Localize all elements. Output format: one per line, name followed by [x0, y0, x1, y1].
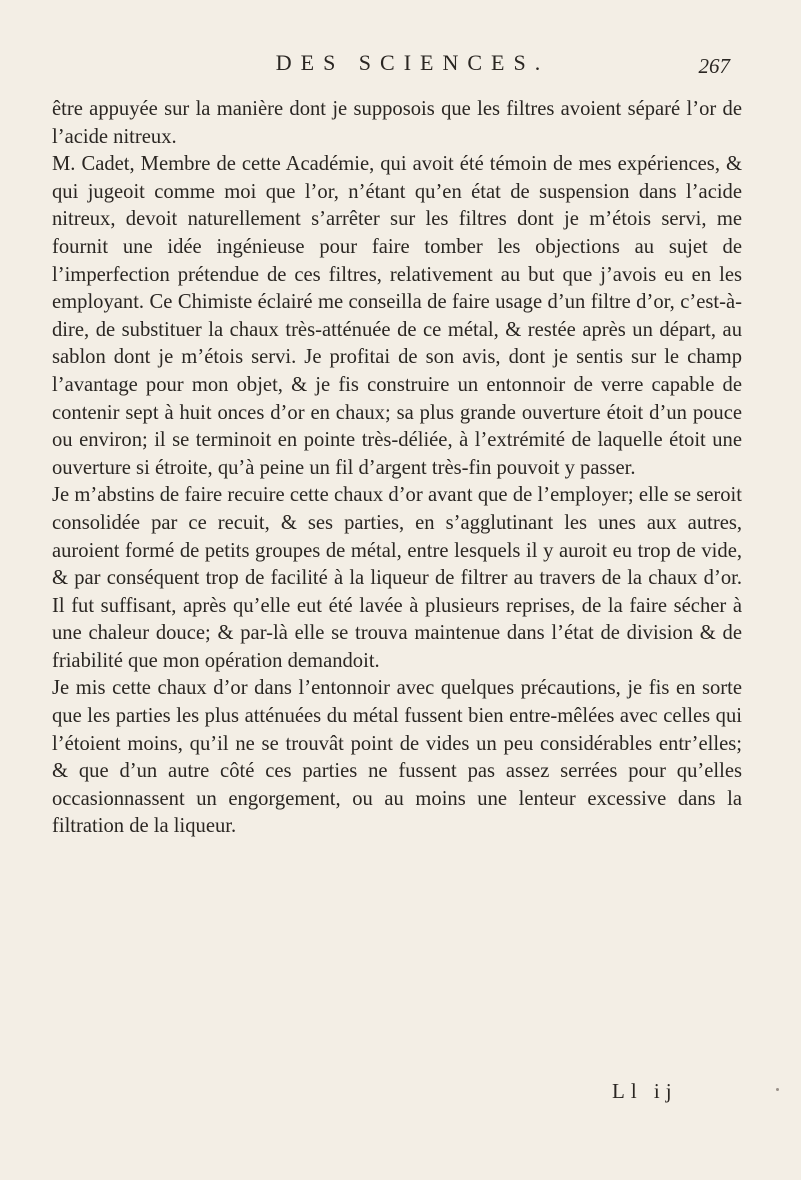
body-text: [52, 96, 742, 841]
page-number: 267: [698, 54, 730, 78]
paragraph-2: M. Cadet, Membre de cette Académie, qui avoit été témoin de mes expériences, & qui jugeoit comme moi que l’or, n’étant qu’en état de suspension dans l’acide nitreux, devoit naturellement s’arrêter sur les filtres dont je m’étois servi, me fournit une idée ingénieuse pour faire tomber les objections au sujet de l’imperfection prétendue de ces filtres, relativement au but que j’avois eu en les employant. Ce Chimiste éclairé me conseilla de faire usage d’un filtre d’or, c’est-à-dire, de substituer la chaux très-atténuée de ce métal, & restée après un départ, au sablon dont je m’étois servi. Je profitai de son avis, dont je sentis sur le champ l’avantage pour mon objet, & je fis construire un entonnoir de verre capable de contenir sept à huit onces d’or en chaux; sa plus grande ouverture étoit d’un pouce ou environ; il se terminoit en pointe très-déliée, à l’extrémité de laquelle étoit une ouverture si étroite, qu’à peine un fil d’argent très-fin pouvoit y passer.: [52, 153, 742, 479]
signature-mark: Ll ij: [612, 1079, 678, 1103]
paragraph-3: Je m’abstins de faire recuire cette chaux d’or avant que de l’employer; elle se seroit consolidée par ce recuit, & ses parties, en s’agglutinant les unes aux autres, auroient formé de petits groupes de métal, entre lesquels il y auroit eu trop de vide, & par conséquent trop de facilité à la liqueur de filtrer au travers de la chaux d’or. Il fut suffisant, après qu’elle eut été lavée à plusieurs reprises, de la faire sécher à une chaleur douce; & par-là elle se trouva maintenue dans l’état de division & de friabilité que mon opération demandoit.: [52, 484, 742, 672]
running-title: DES SCIENCES.: [275, 50, 550, 75]
paper-speck: [776, 1088, 779, 1091]
paragraph-4: Je mis cette chaux d’or dans l’entonnoir avec quelques précautions, je fis en sorte que les parties les plus atténuées du métal fussent bien entre-mêlées avec celles qui l’étoient moins, qu’il ne se trouvât point de vides un peu considérables entr’elles; & que d’un autre côté ces parties ne fussent pas assez serrées pour qu’elles occasionnassent un engorgement, ou au moins une lenteur excessive dans la filtration de la liqueur.: [52, 677, 742, 838]
running-head: [95, 50, 730, 86]
paragraph-1: être appuyée sur la manière dont je supposois que les filtres avoient séparé l’or de l’acide nitreux.: [52, 98, 742, 148]
